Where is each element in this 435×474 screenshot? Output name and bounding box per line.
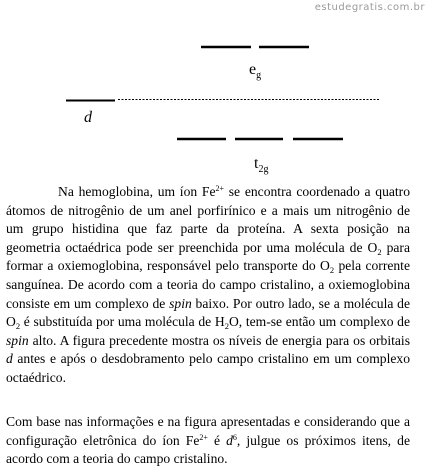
p1-text: alto. A figura precedente mostra os níveis de energia para os orbitais xyxy=(28,332,410,348)
p1-text: pela corrente sanguínea. De acordo com a teoria do campo cristalino, a oxiemoglobina consiste em um complexo de xyxy=(6,258,410,311)
p2-sup: 6 xyxy=(232,432,237,442)
p2-sup: 2+ xyxy=(199,432,208,442)
p1-sub: 2 xyxy=(377,246,382,257)
paragraph-instruction xyxy=(6,413,410,469)
p2-text: é xyxy=(207,432,227,448)
p2-italic: d xyxy=(226,432,233,448)
p1-sup: 2+ xyxy=(215,184,225,193)
eg-label xyxy=(249,61,262,81)
energy-level-diagram xyxy=(0,0,435,180)
p1-text: O, tem-se então um complexo de xyxy=(228,314,410,330)
p2-text: , julgue os próximos itens, de acordo com a teoria do campo cristalino. xyxy=(6,432,410,467)
d-label: d xyxy=(84,109,92,126)
paragraph-context xyxy=(6,183,410,388)
p1-sub: 2 xyxy=(224,321,229,332)
p1-text: baixo. Por outro lado, se a molécula de O xyxy=(6,295,410,330)
p1-text: é substituída por uma molécula de H xyxy=(20,314,225,330)
p1-sub: 2 xyxy=(15,321,21,332)
t2g-label-sub: 2g xyxy=(258,164,269,175)
t2g-label xyxy=(254,155,269,175)
p1-text: para formar a oxiemoglobina, responsável pelo transporte do O xyxy=(6,239,410,274)
p1-italic: spin xyxy=(6,332,29,348)
p1-text: se encontra coordenado a quatro átomos de nitrogênio de um anel porfirínico e a mais um nitrogênio de um grupo histidina que faz parte da proteína. A sexta posição na geometria octaédrica pode ser preenchida por uma molécula de O xyxy=(6,184,411,255)
p1-italic: spin xyxy=(169,295,192,311)
p1-italic: d xyxy=(6,351,13,367)
eg-label-main: e xyxy=(249,61,257,78)
p1-sub: 2 xyxy=(329,265,335,276)
p1-text: Na hemoglobina, um íon Fe xyxy=(58,184,216,199)
watermark: estudegratis.com.br xyxy=(314,2,425,13)
p2-text: Com base nas informações e na figura apresentadas e considerando que a configuração eletrônica do íon Fe xyxy=(6,414,410,448)
t2g-label-main: t xyxy=(254,155,259,172)
eg-label-sub: g xyxy=(256,70,262,81)
p1-text: antes e após o desdobramento pelo campo cristalino em um complexo octaédrico. xyxy=(6,351,410,385)
